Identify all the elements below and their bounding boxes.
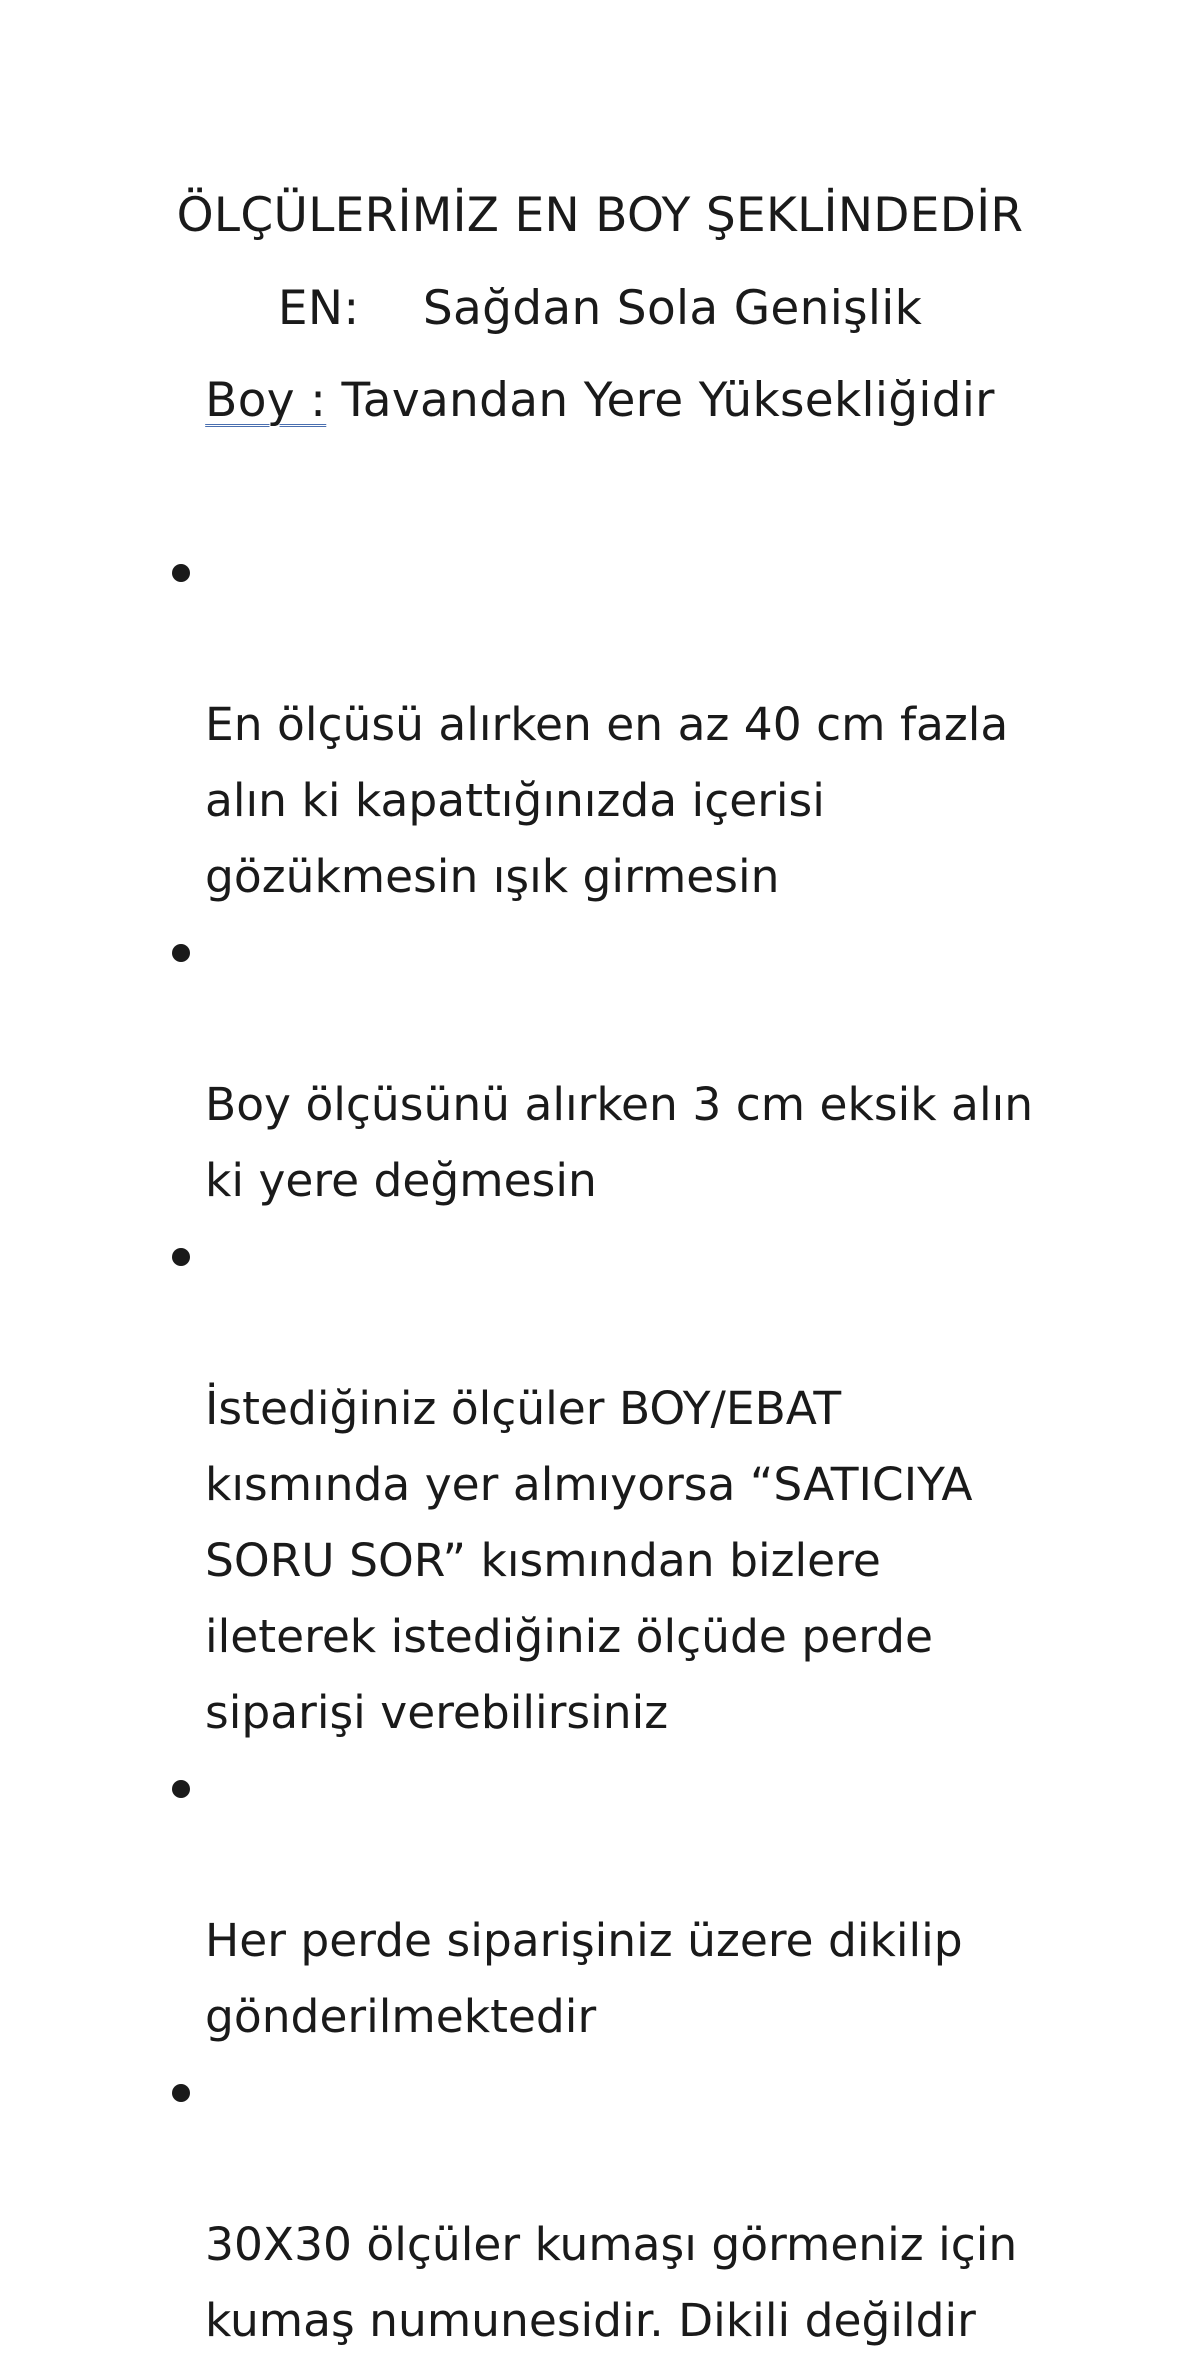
list-item-text: İstediğiniz ölçüler BOY/EBAT kısmında yer almıyorsa “SATICIYA SORU SOR” kısmından bizlere ileterek istediğiniz ölçüde perde siparişi verebilirsiniz: [205, 1382, 973, 1739]
height-description: Tavandan Yere Yüksekliğidir: [326, 373, 995, 428]
width-definition: [0, 279, 1200, 339]
height-label: Boy :: [205, 373, 327, 428]
width-label: EN:: [277, 281, 360, 336]
bullet-icon: [172, 2084, 190, 2102]
width-description: Sağdan Sola Genişlik: [422, 281, 923, 336]
list-item: [160, 1751, 1060, 2055]
document-title: ÖLÇÜLERİMİZ EN BOY ŞEKLİNDEDİR: [176, 188, 1024, 243]
list-item: [160, 915, 1060, 1219]
bullet-icon: [172, 1780, 190, 1798]
bullet-icon: [172, 564, 190, 582]
list-item: [160, 1219, 1060, 1751]
list-item-text: 30X30 ölçüler kumaşı görmeniz için kumaş numunesidir. Dikili değildir: [205, 2218, 1018, 2347]
list-item-text: En ölçüsü alırken en az 40 cm fazla alın ki kapattığınızda içerisi gözükmesin ışık girmesin: [205, 698, 1009, 903]
bullet-icon: [172, 1248, 190, 1266]
height-definition: [0, 371, 1200, 431]
bullet-icon: [172, 944, 190, 962]
instruction-list: [160, 535, 1060, 2359]
list-item-text: Boy ölçüsünü alırken 3 cm eksik alın ki yere değmesin: [205, 1078, 1034, 1207]
list-item: [160, 535, 1060, 915]
list-item-text: Her perde siparişiniz üzere dikilip gönderilmektedir: [205, 1914, 963, 2043]
list-item: [160, 2055, 1060, 2359]
